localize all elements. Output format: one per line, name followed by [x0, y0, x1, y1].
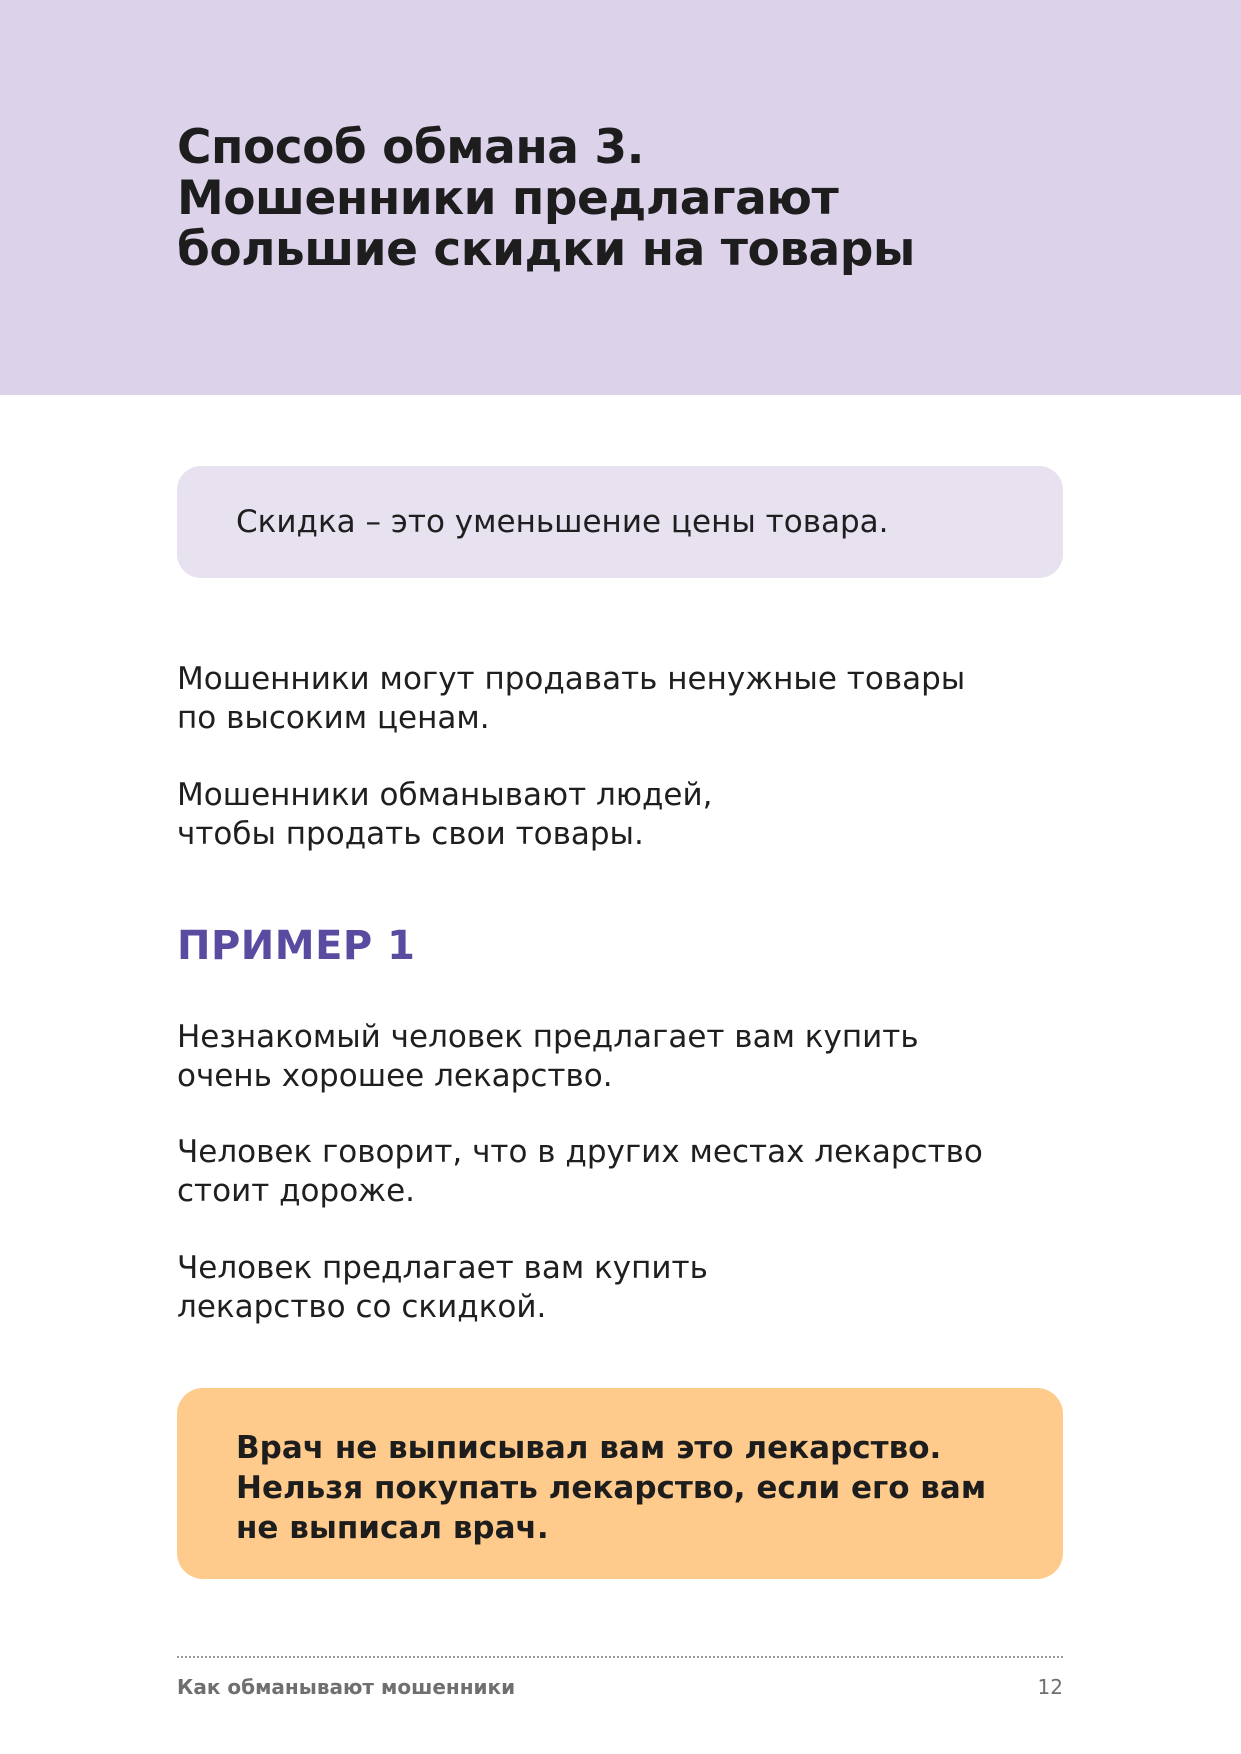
- paragraph-line: чтобы продать свои товары.: [177, 816, 644, 852]
- paragraph-line: лекарство со скидкой.: [177, 1289, 547, 1325]
- footer-divider: [177, 1656, 1063, 1658]
- example-heading: ПРИМЕР 1: [177, 923, 416, 969]
- page-title: [177, 122, 915, 275]
- paragraph-line: Мошенники могут продавать ненужные товары: [177, 661, 966, 697]
- warning-line: Врач не выписывал вам это лекарство.: [236, 1430, 942, 1466]
- footer-title: Как обманывают мошенники: [177, 1675, 516, 1699]
- definition-text: Скидка – это уменьшение цены товара.: [236, 504, 889, 540]
- page-title-line: большие скидки на товары: [177, 222, 915, 277]
- paragraph-line: стоит дороже.: [177, 1173, 416, 1209]
- paragraph-line: очень хорошее лекарство.: [177, 1058, 613, 1094]
- paragraph-line: Мошенники обманывают людей,: [177, 777, 713, 813]
- example-paragraph: [177, 1133, 983, 1211]
- paragraph-line: Человек говорит, что в других местах лекарство: [177, 1134, 983, 1170]
- page-title-line: Способ обмана 3.: [177, 120, 644, 175]
- example-paragraph: [177, 1249, 708, 1327]
- paragraph-line: Человек предлагает вам купить: [177, 1250, 708, 1286]
- warning-line: не выписал врач.: [236, 1510, 549, 1546]
- intro-paragraph: [177, 776, 712, 854]
- paragraph-line: Незнакомый человек предлагает вам купить: [177, 1019, 919, 1055]
- page-number: 12: [1037, 1675, 1063, 1699]
- warning-text: [236, 1428, 1023, 1548]
- warning-box: [177, 1388, 1063, 1579]
- paragraph-line: по высоким ценам.: [177, 700, 490, 736]
- definition-box: [177, 466, 1063, 578]
- example-paragraph: [177, 1018, 919, 1096]
- page-title-line: Мошенники предлагают: [177, 171, 839, 226]
- intro-paragraph: [177, 660, 965, 738]
- warning-line: Нельзя покупать лекарство, если его вам: [236, 1470, 987, 1506]
